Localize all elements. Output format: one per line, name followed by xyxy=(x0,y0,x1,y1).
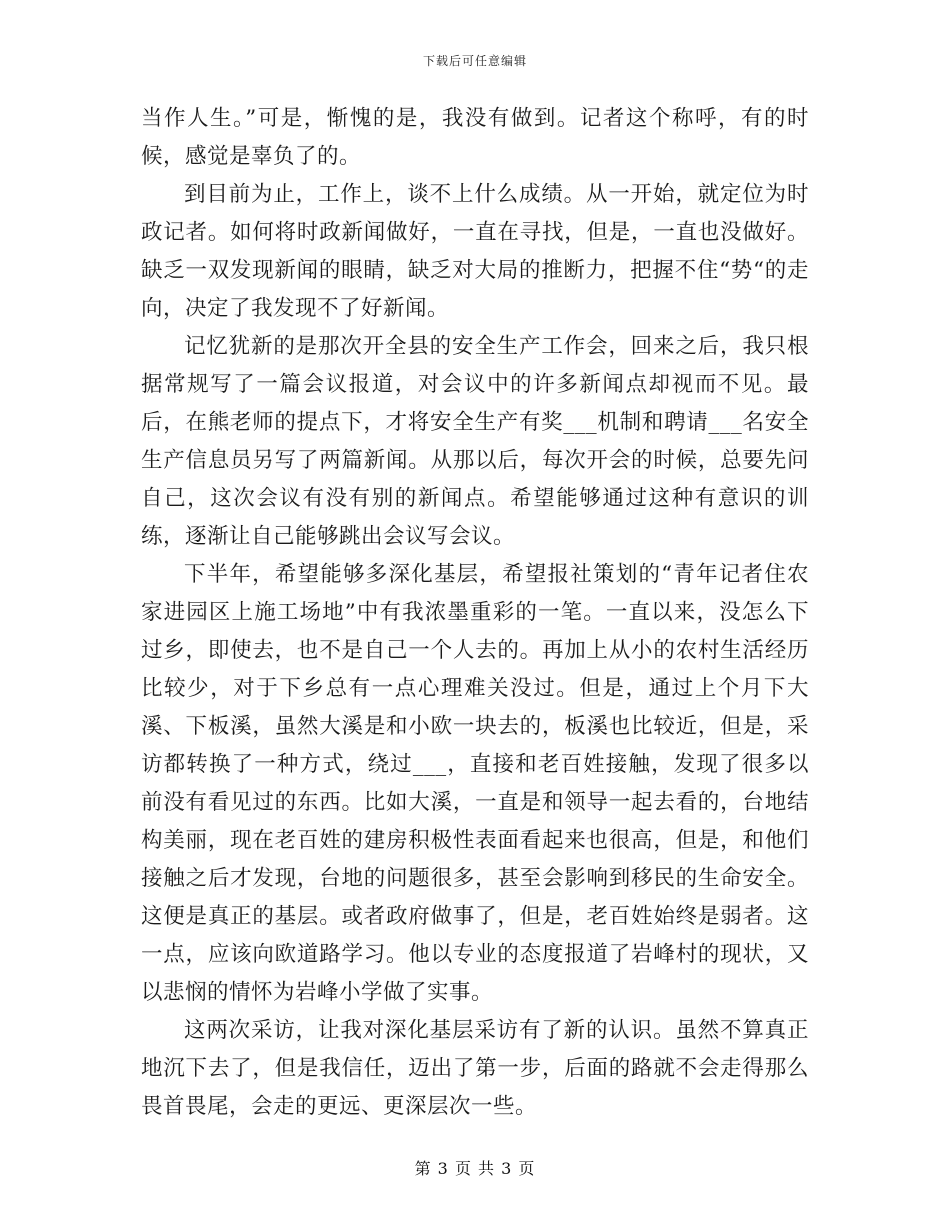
document-body xyxy=(141,100,809,1126)
paragraph: 这两次采访，让我对深化基层采访有了新的认识。虽然不算真正地沉下去了，但是我信任，迈出了第一步，后面的路就不会走得那么畏首畏尾，会走的更远、更深层次一些。 xyxy=(141,1018,809,1119)
page-number: 第 3 页 共 3 页 xyxy=(414,1159,536,1178)
paragraph: 当作人生。”可是，惭愧的是，我没有做到。记者这个称呼，有的时候，感觉是辜负了的。 xyxy=(141,106,809,169)
paragraph: 下半年，希望能够多深化基层，希望报社策划的“青年记者住农家进园区上施工场地”中有我浓墨重彩的一笔。一直以来，没怎么下过乡，即使去，也不是自己一个人去的。再加上从小的农村生活经历比较少，对于下乡总有一点心理难关没过。但是，通过上个月下大溪、下板溪，虽然大溪是和小欧一块去的，板溪也比较近，但是，采访都转换了一种方式，绕过___，直接和老百姓接触，发现了很多以前没有看见过的东西。比如大溪，一直是和领导一起去看的，台地结构美丽，现在老百姓的建房积极性表面看起来也很高，但是，和他们接触之后才发现，台地的问题很多，甚至会影响到移民的生命安全。这便是真正的基层。或者政府做事了，但是，老百姓始终是弱者。这一点，应该向欧道路学习。他以专业的态度报道了岩峰村的现状，又以悲悯的情怀为岩峰小学做了实事。 xyxy=(141,562,809,1005)
paragraph: 到目前为止，工作上，谈不上什么成绩。从一开始，就定位为时政记者。如何将时政新闻做好，一直在寻找，但是，一直也没做好。缺乏一双发现新闻的眼睛，缺乏对大局的推断力，把握不住“势“的走向，决定了我发现不了好新闻。 xyxy=(141,182,809,321)
paragraph: 记忆犹新的是那次开全县的安全生产工作会，回来之后，我只根据常规写了一篇会议报道，对会议中的许多新闻点却视而不见。最后，在熊老师的提点下，才将安全生产有奖___机制和聘请___名安全生产信息员另写了两篇新闻。从那以后，每次开会的时候，总要先问自己，这次会议有没有别的新闻点。希望能够通过这种有意识的训练，逐渐让自己能够跳出会议写会议。 xyxy=(141,334,809,549)
page-header: 下载后可任意编辑 xyxy=(422,54,527,68)
